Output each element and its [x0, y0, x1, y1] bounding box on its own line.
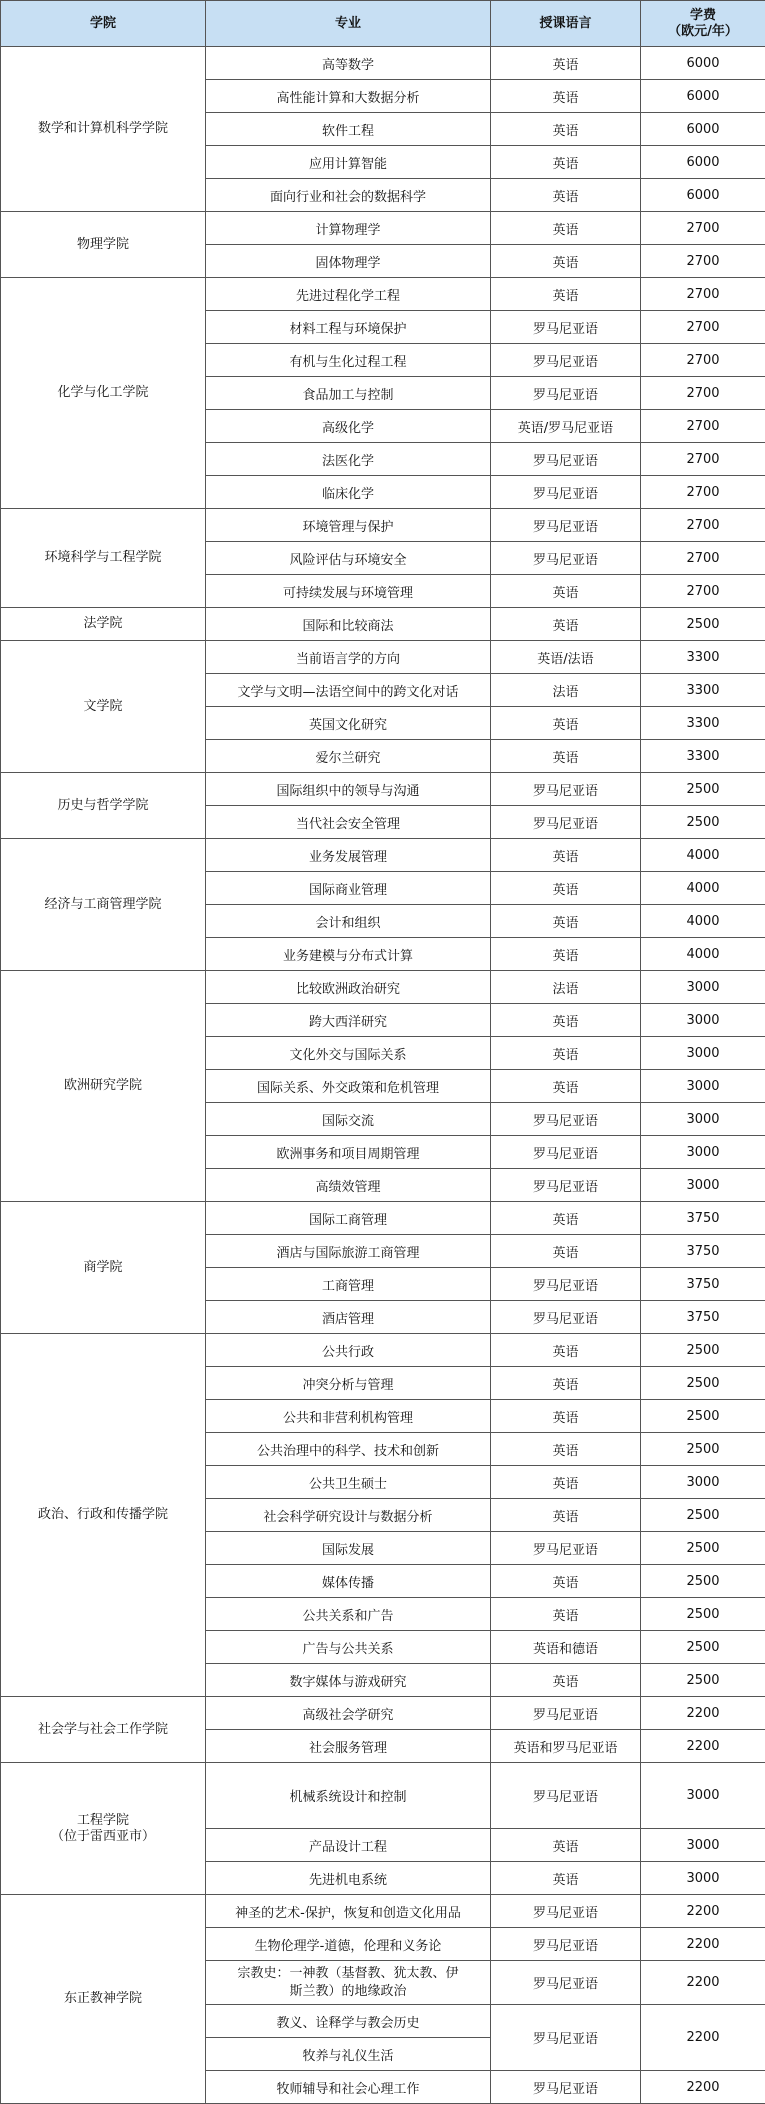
- fee: 6000: [641, 47, 765, 80]
- major-name: 当代社会安全管理: [206, 806, 491, 839]
- major-name: 高级社会学研究: [206, 1697, 491, 1730]
- major-name: 跨大西洋研究: [206, 1004, 491, 1037]
- language: 英语: [491, 1037, 641, 1070]
- table-header-row: [1, 1, 765, 47]
- table-row: [1, 47, 765, 80]
- language: 英语: [491, 113, 641, 146]
- major-name: 公共卫生硕士: [206, 1466, 491, 1499]
- fee: 3000: [641, 1829, 765, 1862]
- language: 罗马尼亚语: [491, 1763, 641, 1829]
- fee: 3750: [641, 1235, 765, 1268]
- header-major: 专业: [206, 1, 491, 47]
- major-name: 公共治理中的科学、技术和创新: [206, 1433, 491, 1466]
- header-school: 学院: [1, 1, 206, 47]
- school-name-line2: （位于雷西亚市）: [5, 1829, 201, 1845]
- fee: 3300: [641, 707, 765, 740]
- language: 英语: [491, 1862, 641, 1895]
- language: 英语: [491, 80, 641, 113]
- table-row: [1, 839, 765, 872]
- major-name: 机械系统设计和控制: [206, 1763, 491, 1829]
- fee: 2200: [641, 1730, 765, 1763]
- fee: 2700: [641, 509, 765, 542]
- major-name: 神圣的艺术-保护，恢复和创造文化用品: [206, 1895, 491, 1928]
- language: 英语: [491, 575, 641, 608]
- major-name: 牧养与礼仪生活: [206, 2038, 491, 2071]
- school-name: 法学院: [1, 608, 206, 641]
- language: 英语: [491, 1466, 641, 1499]
- school-name: 物理学院: [1, 212, 206, 278]
- table-row: [1, 971, 765, 1004]
- fee: 3750: [641, 1268, 765, 1301]
- fee: 2700: [641, 542, 765, 575]
- school-name: [1, 1763, 206, 1895]
- major-name: 比较欧洲政治研究: [206, 971, 491, 1004]
- major-name-line2: 斯兰教）的地缘政治: [208, 1983, 488, 2001]
- language: 罗马尼亚语: [491, 1697, 641, 1730]
- fee: 3000: [641, 1103, 765, 1136]
- fee: 3300: [641, 641, 765, 674]
- school-name: 欧洲研究学院: [1, 971, 206, 1202]
- language: 英语: [491, 938, 641, 971]
- table-row: [1, 1895, 765, 1928]
- language: 罗马尼亚语: [491, 344, 641, 377]
- language: 罗马尼亚语: [491, 443, 641, 476]
- school-name-line1: 工程学院: [5, 1813, 201, 1829]
- major-name: [206, 1961, 491, 2005]
- school-name: 化学与化工学院: [1, 278, 206, 509]
- major-name: 国际发展: [206, 1532, 491, 1565]
- fee: 3000: [641, 1763, 765, 1829]
- language: 英语: [491, 278, 641, 311]
- major-name: 风险评估与环境安全: [206, 542, 491, 575]
- language: 英语: [491, 905, 641, 938]
- language: 英语: [491, 1433, 641, 1466]
- language: 英语: [491, 608, 641, 641]
- major-name: 可持续发展与环境管理: [206, 575, 491, 608]
- language: 英语和德语: [491, 1631, 641, 1664]
- language: 英语: [491, 1829, 641, 1862]
- major-name: 国际和比较商法: [206, 608, 491, 641]
- major-name: 英国文化研究: [206, 707, 491, 740]
- header-fee-line2: （欧元/年）: [643, 24, 763, 40]
- fee: 3000: [641, 1070, 765, 1103]
- language: 罗马尼亚语: [491, 1103, 641, 1136]
- fee: 2500: [641, 1565, 765, 1598]
- table-row: [1, 278, 765, 311]
- major-name: 冲突分析与管理: [206, 1367, 491, 1400]
- major-name: 牧师辅导和社会心理工作: [206, 2071, 491, 2104]
- school-name: 历史与哲学学院: [1, 773, 206, 839]
- fee: 2700: [641, 377, 765, 410]
- language: 英语: [491, 146, 641, 179]
- major-name: 计算物理学: [206, 212, 491, 245]
- language: 英语/罗马尼亚语: [491, 410, 641, 443]
- major-name: 产品设计工程: [206, 1829, 491, 1862]
- fee: 2500: [641, 773, 765, 806]
- major-name: 环境管理与保护: [206, 509, 491, 542]
- major-name-line1: 宗教史：一神教（基督教、犹太教、伊: [208, 1965, 488, 1983]
- fee: 4000: [641, 905, 765, 938]
- language: 罗马尼亚语: [491, 1301, 641, 1334]
- fee: 3000: [641, 1862, 765, 1895]
- language: 英语: [491, 1202, 641, 1235]
- language: 英语: [491, 245, 641, 278]
- fee: 2500: [641, 1334, 765, 1367]
- major-name: 国际关系、外交政策和危机管理: [206, 1070, 491, 1103]
- major-name: 国际组织中的领导与沟通: [206, 773, 491, 806]
- language: 英语: [491, 1070, 641, 1103]
- major-name: 酒店与国际旅游工商管理: [206, 1235, 491, 1268]
- language: 罗马尼亚语: [491, 476, 641, 509]
- major-name: 公共行政: [206, 1334, 491, 1367]
- fee: 2500: [641, 806, 765, 839]
- language: 英语: [491, 1334, 641, 1367]
- major-name: 欧洲事务和项目周期管理: [206, 1136, 491, 1169]
- major-name: 广告与公共关系: [206, 1631, 491, 1664]
- language: 罗马尼亚语: [491, 377, 641, 410]
- fee: 6000: [641, 179, 765, 212]
- major-name: 酒店管理: [206, 1301, 491, 1334]
- school-name: 政治、行政和传播学院: [1, 1334, 206, 1697]
- fee: 3300: [641, 740, 765, 773]
- language: 罗马尼亚语: [491, 1268, 641, 1301]
- major-name: 有机与生化过程工程: [206, 344, 491, 377]
- language: 英语: [491, 47, 641, 80]
- fee: 2500: [641, 608, 765, 641]
- header-language: 授课语言: [491, 1, 641, 47]
- major-name: 业务建模与分布式计算: [206, 938, 491, 971]
- language: 英语: [491, 1598, 641, 1631]
- language: 英语: [491, 1664, 641, 1697]
- language: 罗马尼亚语: [491, 1928, 641, 1961]
- language: 罗马尼亚语: [491, 2071, 641, 2104]
- major-name: 高性能计算和大数据分析: [206, 80, 491, 113]
- major-name: 食品加工与控制: [206, 377, 491, 410]
- fee: 2700: [641, 476, 765, 509]
- language: 英语: [491, 212, 641, 245]
- school-name: 环境科学与工程学院: [1, 509, 206, 608]
- language: 英语/法语: [491, 641, 641, 674]
- major-name: 面向行业和社会的数据科学: [206, 179, 491, 212]
- language: 法语: [491, 971, 641, 1004]
- table-row: [1, 641, 765, 674]
- language: 罗马尼亚语: [491, 806, 641, 839]
- fee: 2700: [641, 212, 765, 245]
- major-name: 业务发展管理: [206, 839, 491, 872]
- language: 罗马尼亚语: [491, 1895, 641, 1928]
- table-row: [1, 509, 765, 542]
- major-name: 文化外交与国际关系: [206, 1037, 491, 1070]
- language: 英语: [491, 872, 641, 905]
- fee: 3000: [641, 1169, 765, 1202]
- major-name: 数字媒体与游戏研究: [206, 1664, 491, 1697]
- fee: 2700: [641, 311, 765, 344]
- major-name: 高等数学: [206, 47, 491, 80]
- major-name: 爱尔兰研究: [206, 740, 491, 773]
- language: 英语: [491, 839, 641, 872]
- language: 罗马尼亚语: [491, 1532, 641, 1565]
- table-body: [1, 47, 765, 2104]
- table-row: [1, 1334, 765, 1367]
- fee: 2700: [641, 410, 765, 443]
- fee: 2200: [641, 2071, 765, 2104]
- header-fee: [641, 1, 765, 47]
- fee: 3000: [641, 1004, 765, 1037]
- language: 英语: [491, 1400, 641, 1433]
- language: 罗马尼亚语: [491, 1136, 641, 1169]
- major-name: 软件工程: [206, 113, 491, 146]
- table-row: [1, 1202, 765, 1235]
- language: 英语: [491, 1235, 641, 1268]
- major-name: 法医化学: [206, 443, 491, 476]
- fee: 6000: [641, 80, 765, 113]
- major-name: 材料工程与环境保护: [206, 311, 491, 344]
- fee: 2700: [641, 575, 765, 608]
- fee: 2200: [641, 1697, 765, 1730]
- major-name: 国际交流: [206, 1103, 491, 1136]
- fee: 2200: [641, 1895, 765, 1928]
- language: 英语: [491, 1367, 641, 1400]
- fee: 4000: [641, 872, 765, 905]
- fee: 2200: [641, 1928, 765, 1961]
- fee: 3750: [641, 1301, 765, 1334]
- school-name: 商学院: [1, 1202, 206, 1334]
- major-name: 会计和组织: [206, 905, 491, 938]
- major-name: 公共和非营利机构管理: [206, 1400, 491, 1433]
- language: 英语: [491, 707, 641, 740]
- major-name: 当前语言学的方向: [206, 641, 491, 674]
- table-row: [1, 608, 765, 641]
- major-name: 应用计算智能: [206, 146, 491, 179]
- table-row: [1, 1763, 765, 1829]
- fee: 3000: [641, 971, 765, 1004]
- major-name: 公共关系和广告: [206, 1598, 491, 1631]
- school-name: 东正教神学院: [1, 1895, 206, 2104]
- major-name: 教义、诠释学与教会历史: [206, 2005, 491, 2038]
- fee: 2700: [641, 278, 765, 311]
- major-name: 社会服务管理: [206, 1730, 491, 1763]
- fee: 2200: [641, 1961, 765, 2005]
- fee: 2200: [641, 2005, 765, 2071]
- fee: 2700: [641, 245, 765, 278]
- language: 英语: [491, 740, 641, 773]
- major-name: 国际工商管理: [206, 1202, 491, 1235]
- major-name: 工商管理: [206, 1268, 491, 1301]
- fee: 3000: [641, 1037, 765, 1070]
- language: 罗马尼亚语: [491, 509, 641, 542]
- language: 罗马尼亚语: [491, 311, 641, 344]
- major-name: 先进机电系统: [206, 1862, 491, 1895]
- language: 罗马尼亚语: [491, 1961, 641, 2005]
- table-row: [1, 212, 765, 245]
- fee: 3000: [641, 1136, 765, 1169]
- major-name: 高绩效管理: [206, 1169, 491, 1202]
- fee: 6000: [641, 113, 765, 146]
- fee: 2500: [641, 1664, 765, 1697]
- major-name: 社会科学研究设计与数据分析: [206, 1499, 491, 1532]
- school-name: 社会学与社会工作学院: [1, 1697, 206, 1763]
- major-name: 生物伦理学-道德，伦理和义务论: [206, 1928, 491, 1961]
- language: 英语: [491, 179, 641, 212]
- language: 英语和罗马尼亚语: [491, 1730, 641, 1763]
- language: 罗马尼亚语: [491, 773, 641, 806]
- language: 英语: [491, 1565, 641, 1598]
- school-name: 数学和计算机科学学院: [1, 47, 206, 212]
- major-name: 先进过程化学工程: [206, 278, 491, 311]
- table-row: [1, 1697, 765, 1730]
- fee: 2500: [641, 1631, 765, 1664]
- fee: 4000: [641, 938, 765, 971]
- fee: 2500: [641, 1499, 765, 1532]
- header-fee-line1: 学费: [643, 8, 763, 24]
- fee: 2500: [641, 1532, 765, 1565]
- fee: 2500: [641, 1433, 765, 1466]
- language: 法语: [491, 674, 641, 707]
- language: 罗马尼亚语: [491, 2005, 641, 2071]
- language: 英语: [491, 1004, 641, 1037]
- fee: 2700: [641, 443, 765, 476]
- language: 罗马尼亚语: [491, 1169, 641, 1202]
- major-name: 高级化学: [206, 410, 491, 443]
- fee: 3300: [641, 674, 765, 707]
- school-name: 经济与工商管理学院: [1, 839, 206, 971]
- fee: 2700: [641, 344, 765, 377]
- major-name: 固体物理学: [206, 245, 491, 278]
- fee: 6000: [641, 146, 765, 179]
- fee: 3750: [641, 1202, 765, 1235]
- major-name: 临床化学: [206, 476, 491, 509]
- fee: 2500: [641, 1598, 765, 1631]
- language: 英语: [491, 1499, 641, 1532]
- school-name: 文学院: [1, 641, 206, 773]
- table-row: [1, 773, 765, 806]
- fee: 2500: [641, 1367, 765, 1400]
- fee: 2500: [641, 1400, 765, 1433]
- major-name: 国际商业管理: [206, 872, 491, 905]
- major-name: 媒体传播: [206, 1565, 491, 1598]
- fee: 3000: [641, 1466, 765, 1499]
- major-name: 文学与文明—法语空间中的跨文化对话: [206, 674, 491, 707]
- language: 罗马尼亚语: [491, 542, 641, 575]
- fee: 4000: [641, 839, 765, 872]
